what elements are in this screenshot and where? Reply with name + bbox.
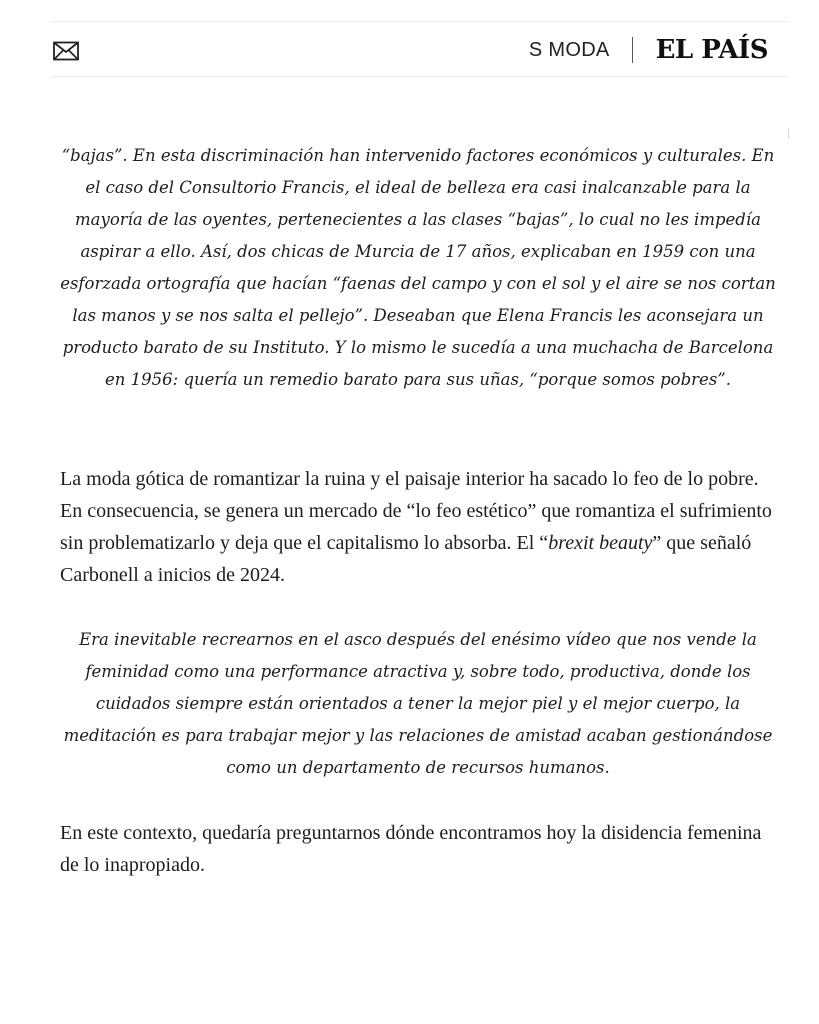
article-paragraph-2: En este contexto, quedaría preguntarnos dónde encontramos hoy la disidencia femenina de lo inapropiado. (60, 822, 762, 876)
scrollbar-mark (788, 128, 789, 138)
blockquote-2: Era inevitable recrearnos en el asco después del enésimo vídeo que nos vende la feminidad como una performance atractiva y, sobre todo, productiva, donde los cuidados siempre están orientados a tener la mejor piel y el mejor cuerpo, la meditación es para trabajar mejor y las relaciones de amistad acaban gestionándose como un departamento de recursos humanos. (63, 630, 773, 777)
elpais-logo-link[interactable]: EL PAÍS (655, 35, 768, 65)
brand-group (529, 35, 768, 65)
site-header (51, 22, 788, 77)
article-paragraph-1 (60, 463, 778, 591)
paragraph-1-text-end: ” que señaló Carbonell a inicios de 2024. (60, 532, 752, 586)
blockquote-1: “bajas”. En esta discriminación han intervenido factores económicos y culturales. En el caso del Consultorio Francis, el ideal de belleza era casi inalcanzable para la mayoría de las oyentes, pertenecientes a las clases “bajas”, lo cual no les impedía aspirar a ello. Así, dos chicas de Murcia de 17 años, explicaban en 1959 con una esforzada ortografía que hacían “faenas del campo y con el sol y el aire se nos cortan las manos y se nos salta el pellejo”. Deseaban que Elena Francis les aconsejara un producto barato de su Instituto. Y lo mismo le sucedía a una muchacha de Barcelona en 1956: quería un remedio barato para sus uñas, “porque somos pobres”. (60, 146, 776, 389)
paragraph-1-emphasis: brexit beauty (548, 532, 653, 554)
brand-divider (632, 37, 633, 63)
envelope-icon[interactable] (53, 41, 79, 61)
paragraph-1-text-start: La moda gótica de romantizar la ruina y el paisaje interior ha sacado lo feo de lo pobre. En consecuencia, se genera un mercado de “lo feo estético” que romantiza el sufrimiento sin problematizarlo y deja que el capitalismo lo absorba. El “ (60, 468, 772, 554)
smoda-section-link[interactable]: S MODA (528, 38, 610, 61)
